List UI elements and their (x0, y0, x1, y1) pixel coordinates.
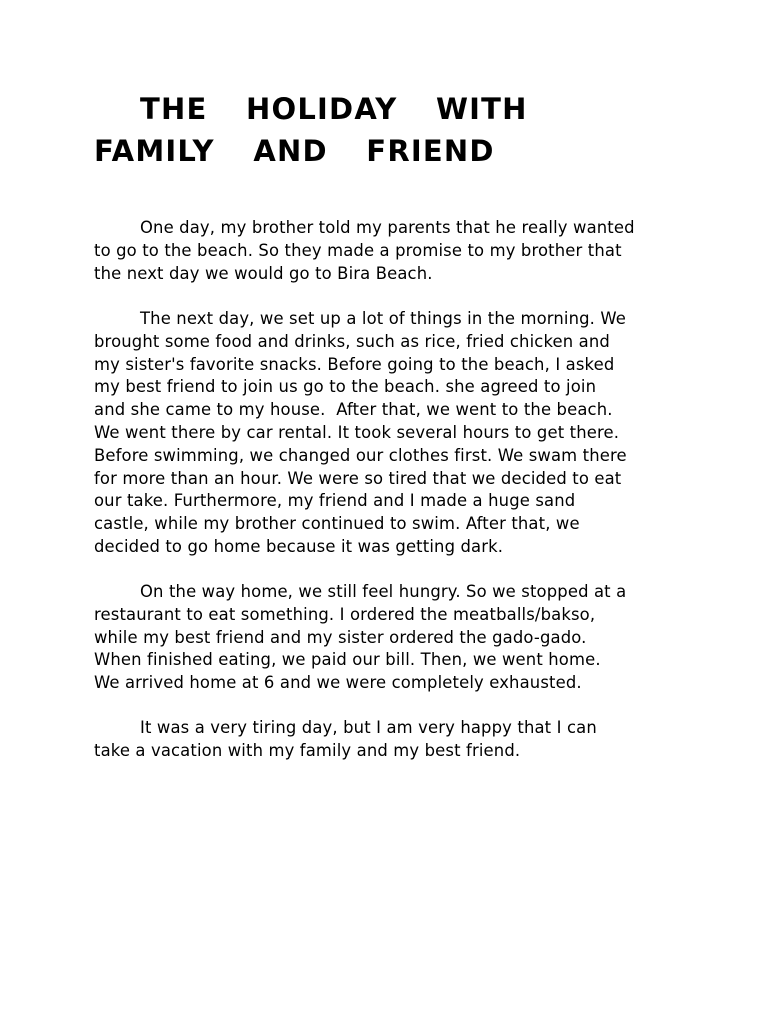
text-line: take a vacation with my family and my best friend. (94, 740, 521, 760)
text-line: brought some food and drinks, such as rice, fried chicken and (94, 331, 610, 351)
paragraph-2 (94, 308, 694, 559)
text-line: We arrived home at 6 and we were completely exhausted. (94, 673, 582, 693)
text-line: On the way home, we still feel hungry. So we stopped at a (140, 582, 627, 601)
text-line: our take. Furthermore, my friend and I made a huge sand (94, 491, 576, 511)
text-line: while my best friend and my sister ordered the gado-gado. (94, 627, 587, 647)
paragraph-3 (94, 581, 694, 695)
text-line: to go to the beach. So they made a promise to my brother that (94, 240, 622, 260)
text-line: It was a very tiring day, but I am very happy that I can (140, 718, 597, 737)
text-line: the next day we would go to Bira Beach. (94, 263, 433, 283)
text-line: my sister's favorite snacks. Before going to the beach, I asked (94, 354, 615, 374)
text-line: When finished eating, we paid our bill. Then, we went home. (94, 650, 601, 670)
text-line: restaurant to eat something. I ordered the meatballs/bakso, (94, 604, 596, 624)
text-line: castle, while my brother continued to swim. After that, we (94, 514, 580, 534)
paragraph-1 (94, 217, 694, 285)
document-title (94, 88, 694, 172)
text-line: Before swimming, we changed our clothes first. We swam there (94, 445, 627, 465)
paragraph-4 (94, 717, 694, 763)
text-line: The next day, we set up a lot of things in the morning. We (140, 309, 627, 328)
text-line: One day, my brother told my parents that he really wanted (140, 218, 635, 237)
text-line: and she came to my house. After that, we went to the beach. (94, 400, 613, 420)
title-line: FAMILY AND FRIEND (94, 134, 495, 168)
text-line: for more than an hour. We were so tired that we decided to eat (94, 468, 622, 488)
text-line: my best friend to join us go to the beach. she agreed to join (94, 377, 597, 397)
text-line: We went there by car rental. It took several hours to get there. (94, 422, 620, 442)
title-line: THE HOLIDAY WITH (140, 92, 528, 126)
text-line: decided to go home because it was getting dark. (94, 536, 504, 556)
